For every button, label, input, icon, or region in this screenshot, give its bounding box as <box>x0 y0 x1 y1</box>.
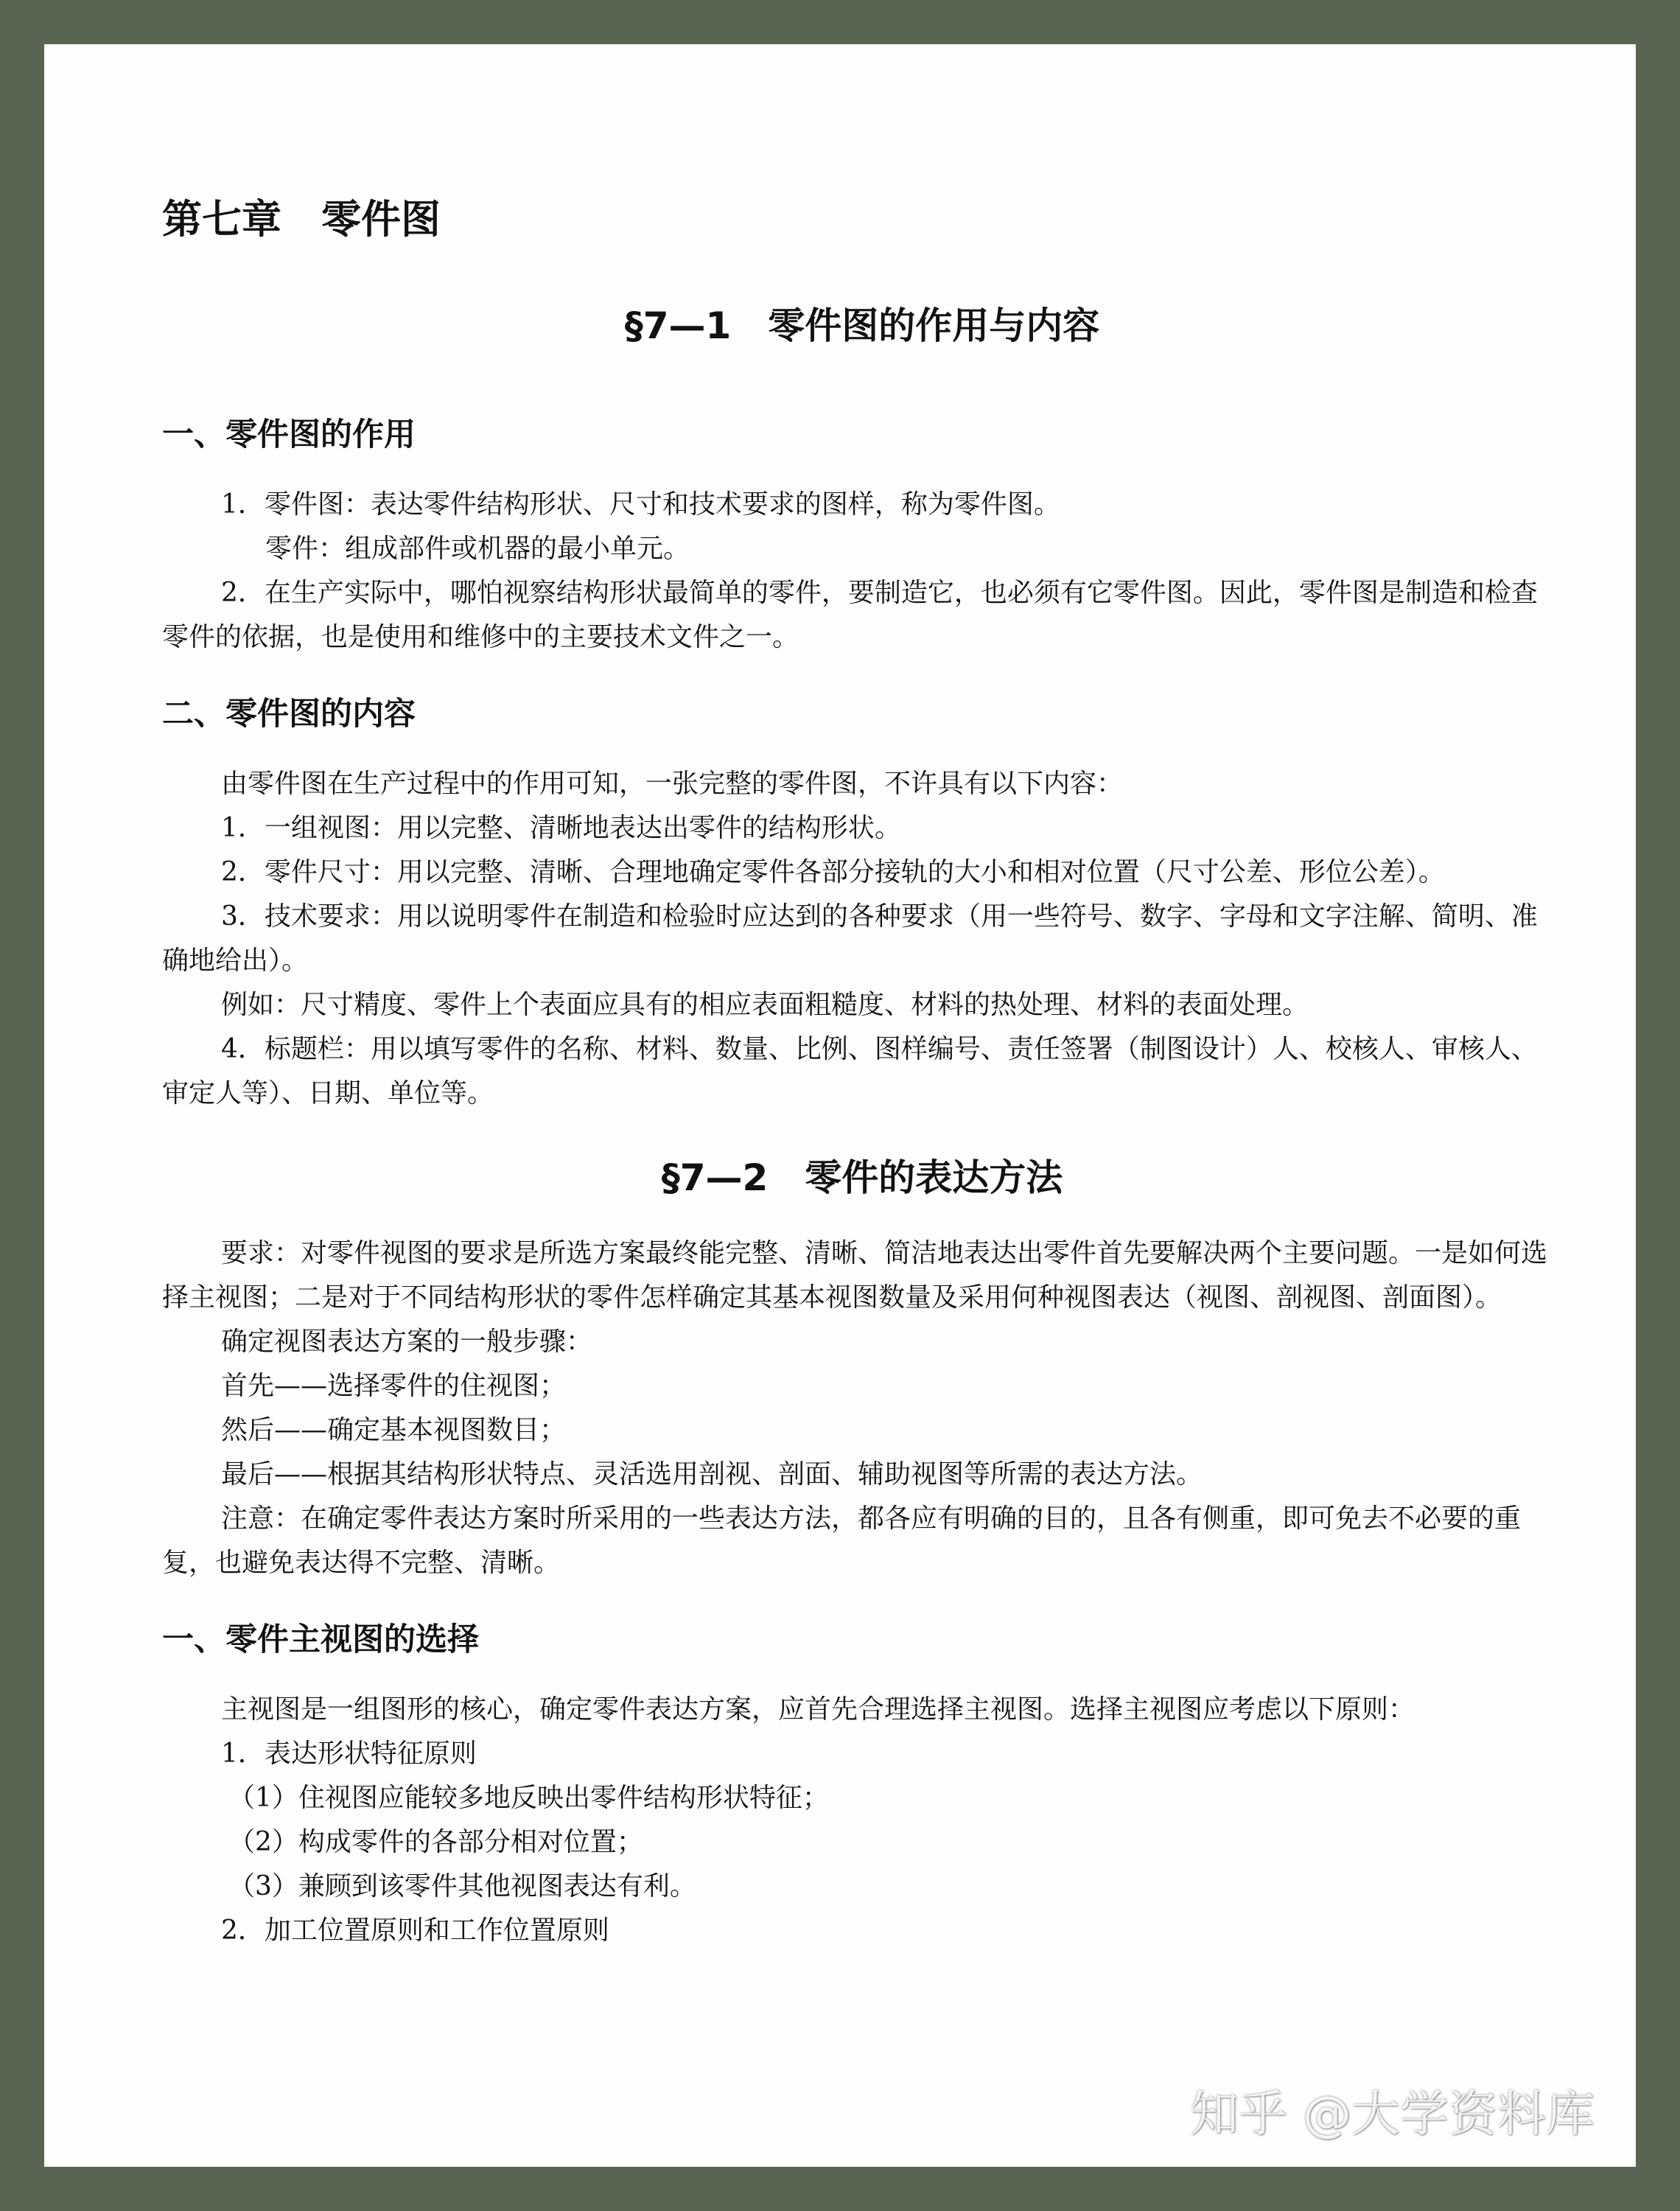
paragraph: 最后——根据其结构形状特点、灵活选用剖视、剖面、辅助视图等所需的表达方法。 <box>221 1459 1203 1489</box>
paragraph: （1）住视图应能较多地反映出零件结构形状特征； <box>228 1783 829 1813</box>
document-page <box>44 44 1636 2167</box>
subsection-title-main-view: 一、零件主视图的选择 <box>162 1621 479 1658</box>
subsection-title-content: 二、零件图的内容 <box>162 696 416 733</box>
paragraph: （2）构成零件的各部分相对位置； <box>228 1827 643 1857</box>
methods-paragraphs <box>162 1232 1562 1585</box>
paragraph: 4．标题栏：用以填写零件的名称、材料、数量、比例、图样编号、责任签署（制图设计）人、校核人、审核人、审定人等）、日期、单位等。 <box>162 1034 1538 1108</box>
paragraph: 主视图是一组图形的核心，确定零件表达方案，应首先合理选择主视图。选择主视图应考虑以下原则： <box>221 1694 1415 1725</box>
paragraph: 然后——确定基本视图数目； <box>221 1415 567 1445</box>
paragraph: 例如：尺寸精度、零件上个表面应具有的相应表面粗糙度、材料的热处理、材料的表面处理。 <box>221 990 1309 1020</box>
paragraph: 1．一组视图：用以完整、清晰地表达出零件的结构形状。 <box>221 813 901 843</box>
document-content <box>162 184 1562 1953</box>
paragraph: 2．零件尺寸：用以完整、清晰、合理地确定零件各部分接轨的大小和相对位置（尺寸公差、形位公差）。 <box>221 857 1445 887</box>
paragraph: 确定视图表达方案的一般步骤： <box>221 1327 593 1357</box>
watermark: 知乎 @大学资料库 <box>1190 2086 1595 2142</box>
content-paragraphs <box>162 762 1562 1116</box>
paragraph: 要求：对零件视图的要求是所选方案最终能完整、清晰、简洁地表达出零件首先要解决两个主要问题。一是如何选择主视图；二是对于不同结构形状的零件怎样确定其基本视图数量及采用何种视图表达（视图、剖视图、剖面图）。 <box>162 1238 1548 1313</box>
section-title-7-2: §7—2 零件的表达方法 <box>661 1156 1063 1199</box>
purpose-paragraphs <box>162 483 1562 660</box>
paragraph: 2．在生产实际中，哪怕视察结构形状最简单的零件，要制造它，也必须有它零件图。因此，零件图是制造和检查零件的依据，也是使用和维修中的主要技术文件之一。 <box>162 578 1538 652</box>
paragraph: 2．加工位置原则和工作位置原则 <box>221 1915 609 1946</box>
paragraph: 注意：在确定零件表达方案时所采用的一些表达方法，都各应有明确的目的，且各有侧重，即可免去不必要的重复，也避免表达得不完整、清晰。 <box>162 1503 1522 1578</box>
paragraph: （3）兼顾到该零件其他视图表达有利。 <box>228 1871 696 1901</box>
paragraph: 首先——选择零件的住视图； <box>221 1371 567 1401</box>
chapter-title: 第七章 零件图 <box>162 196 441 242</box>
paragraph: 由零件图在生产过程中的作用可知，一张完整的零件图，不许具有以下内容： <box>221 769 1124 799</box>
subsection-title-purpose: 一、零件图的作用 <box>162 416 416 453</box>
section-title-7-1: §7—1 零件图的作用与内容 <box>624 304 1100 347</box>
paragraph: 3．技术要求：用以说明零件在制造和检验时应达到的各种要求（用一些符号、数字、字母和文字注解、简明、准确地给出）。 <box>162 901 1538 976</box>
paragraph: 1．零件图：表达零件结构形状、尺寸和技术要求的图样，称为零件图。 <box>221 489 1060 520</box>
paragraph: 零件：组成部件或机器的最小单元。 <box>265 534 690 564</box>
paragraph: 1．表达形状特征原则 <box>221 1739 477 1769</box>
main-view-paragraphs <box>162 1688 1562 1953</box>
